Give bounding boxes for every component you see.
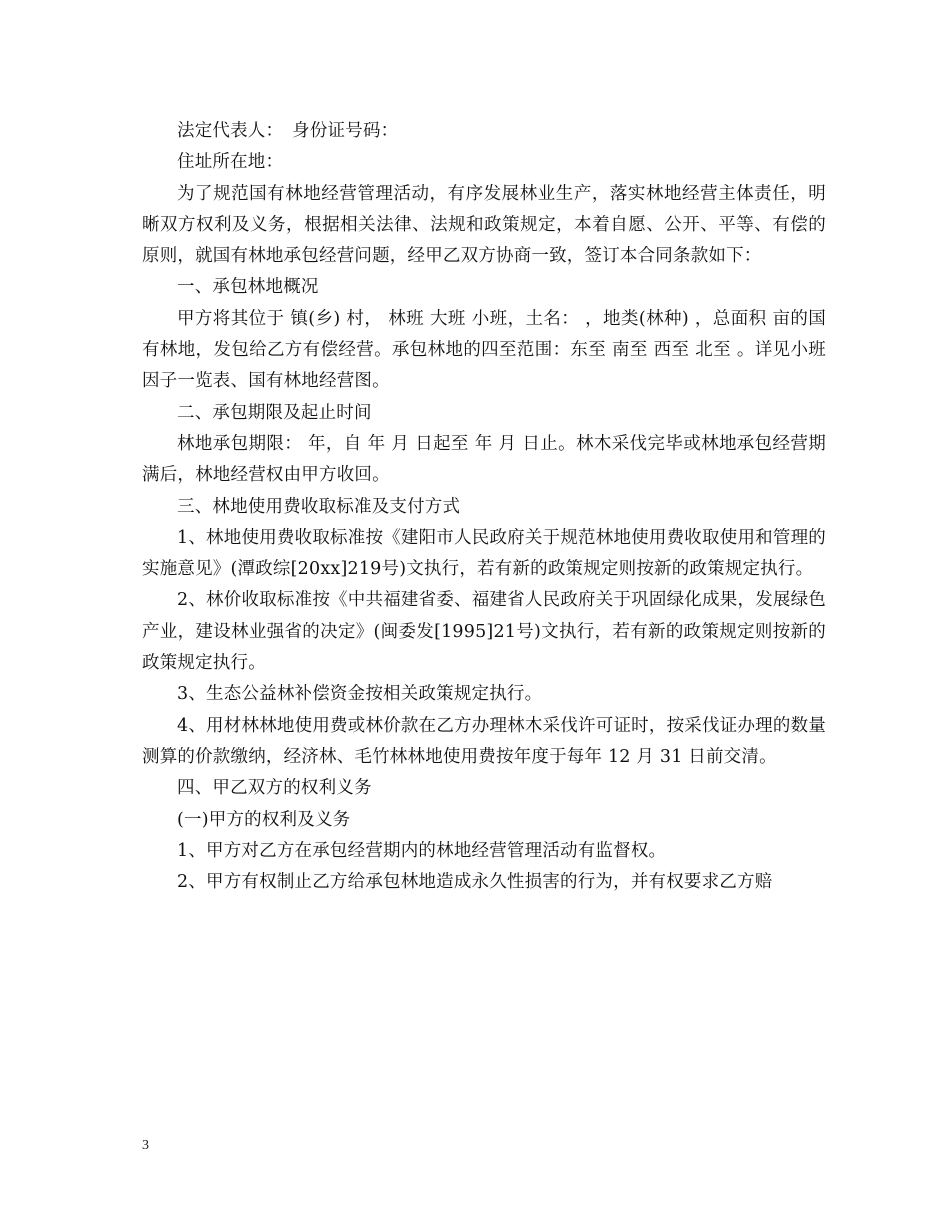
section-heading-4: 四、甲乙双方的权利义务 — [177, 778, 372, 799]
document-body — [142, 116, 826, 898]
page-number: 3 — [142, 1138, 149, 1153]
forest-overview-paragraph: 甲方将其位于 镇(乡) 村， 林班 大班 小班，土名： ，地类(林种) ，总面积 亩的国有林地，发包给乙方有偿经营。承包林地的四至范围：东至 南至 西至 北至 。详见小班因子一览表、国有林地经营图。 — [142, 308, 826, 392]
contract-term-paragraph: 林地承包期限： 年，自 年 月 日起至 年 月 日止。林木采伐完毕或林地承包经营期满后，林地经营权由甲方收回。 — [142, 433, 826, 486]
fee-clause-3: 3、生态公益林补偿资金按相关政策规定执行。 — [177, 684, 543, 705]
fee-clause-4: 4、用材林林地使用费或林价款在乙方办理林木采伐许可证时，按采伐证办理的数量测算的价款缴纳，经济林、毛竹林林地使用费按年度于每年 12 月 31 日前交清。 — [142, 715, 826, 767]
section-heading-2: 二、承包期限及起止时间 — [177, 402, 372, 423]
address-line: 住址所在地： — [177, 152, 284, 173]
fee-clause-1: 1、林地使用费收取标准按《建阳市人民政府关于规范林地使用费收取使用和管理的实施意见》(潭政综[20xx]219号)文执行，若有新的政策规定则按新的政策规定执行。 — [142, 527, 826, 580]
party-a-clause-2: 2、甲方有权制止乙方给承包林地造成永久性损害的行为，并有权要求乙方赔 — [177, 872, 773, 893]
legal-representative-line: 法定代表人： 身份证号码： — [177, 121, 399, 141]
party-a-clause-1: 1、甲方对乙方在承包经营期内的林地经营管理活动有监督权。 — [177, 840, 667, 861]
section-heading-3: 三、林地使用费收取标准及支付方式 — [177, 496, 461, 517]
section-heading-1: 一、承包林地概况 — [177, 277, 319, 298]
fee-clause-2: 2、林价收取标准按《中共福建省委、福建省人民政府关于巩固绿化成果，发展绿色产业，建设林业强省的决定》(闽委发[1995]21号)文执行，若有新的政策规定则按新的政策规定执行。 — [142, 590, 826, 674]
preamble-paragraph: 为了规范国有林地经营管理活动，有序发展林业生产，落实林地经营主体责任，明晰双方权利及义务，根据相关法律、法规和政策规定，本着自愿、公开、平等、有偿的原则，就国有林地承包经营问题，经甲乙双方协商一致，签订本合同条款如下： — [142, 183, 826, 267]
subsection-heading-party-a: (一)甲方的权利及义务 — [177, 809, 351, 830]
